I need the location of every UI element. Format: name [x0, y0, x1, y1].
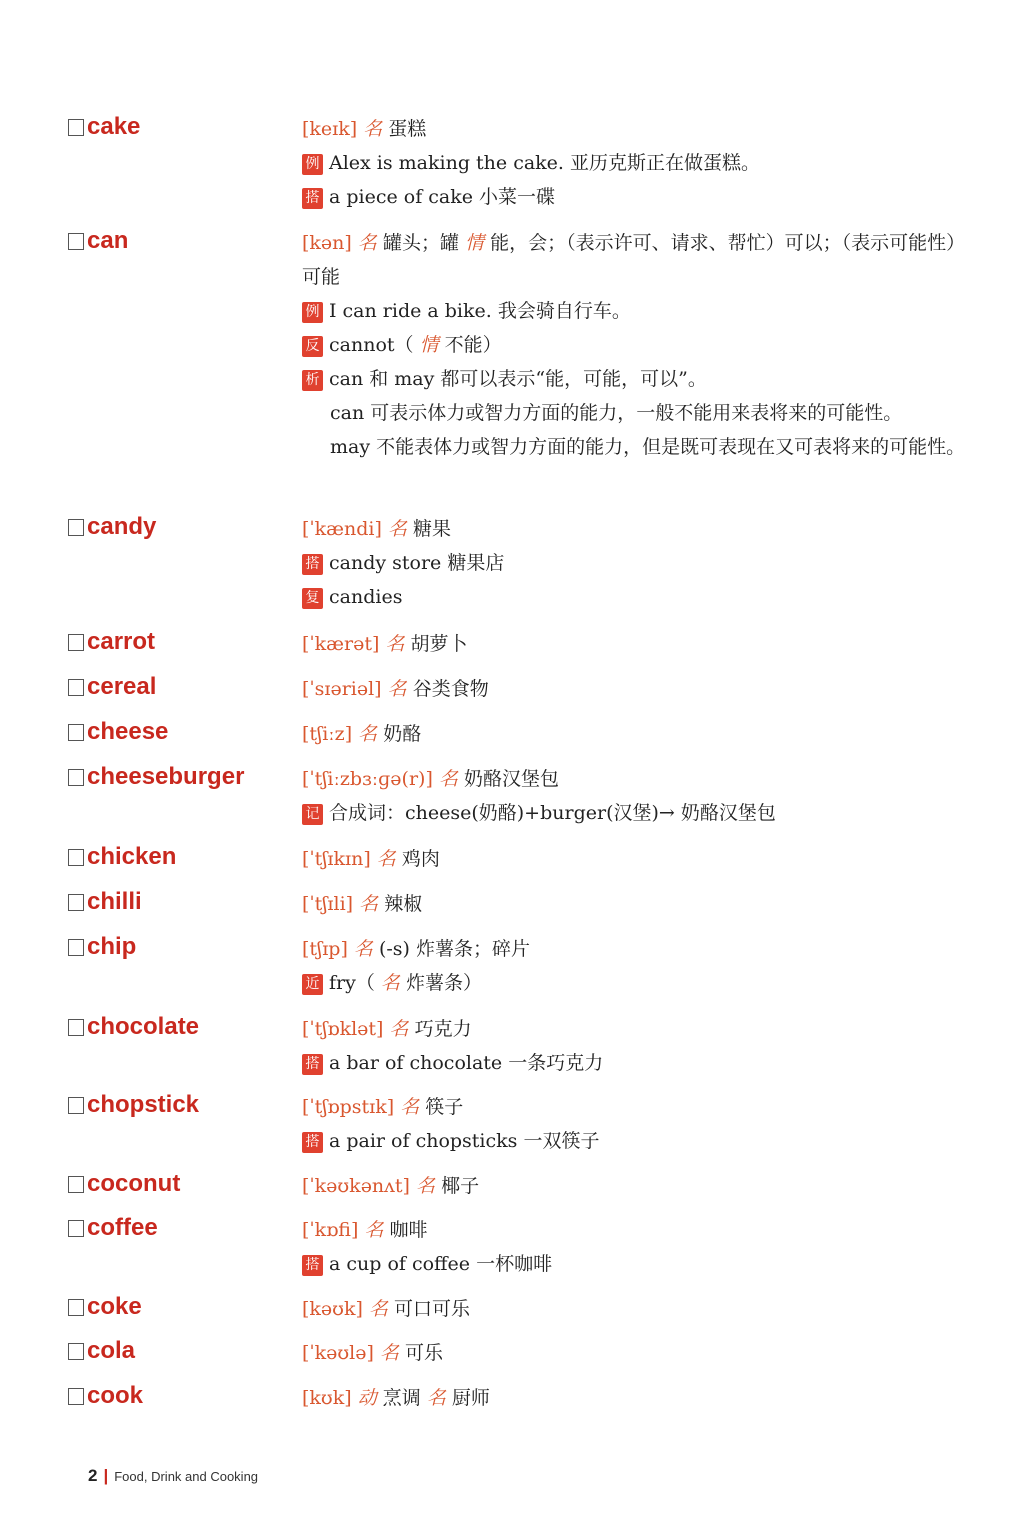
checkbox-icon[interactable] — [68, 1299, 84, 1316]
definitions — [302, 1336, 982, 1370]
headword — [68, 842, 176, 872]
usage-line — [302, 1046, 982, 1080]
usage-line — [302, 180, 982, 214]
checkbox-icon[interactable] — [68, 1097, 84, 1114]
headword-text: can — [87, 227, 129, 254]
headword — [68, 932, 136, 962]
line-text: 厨师 — [451, 1387, 490, 1409]
headword-text: chopstick — [87, 1091, 200, 1118]
line-text: 罐头；罐 — [382, 232, 459, 254]
phonetic: [ˈtʃɪli] — [302, 893, 354, 915]
part-of-speech: 名 — [389, 1018, 409, 1040]
definitions — [302, 627, 982, 661]
line-text: 巧克力 — [414, 1018, 472, 1040]
tag-badge-icon: 搭 — [302, 1255, 323, 1276]
part-of-speech: 名 — [385, 633, 405, 655]
phonetic: [ˈtʃɒklət] — [302, 1018, 384, 1040]
phonetic: [ˈkəʊkənʌt] — [302, 1175, 410, 1197]
definition-line — [302, 1336, 982, 1370]
headword-text: chip — [87, 933, 137, 960]
part-of-speech: 名 — [364, 1219, 384, 1241]
usage-line — [302, 1124, 982, 1158]
definitions — [302, 1169, 982, 1203]
headword — [68, 627, 155, 657]
line-text: fry（ — [329, 972, 375, 994]
definitions — [302, 842, 982, 876]
checkbox-icon[interactable] — [68, 769, 84, 786]
checkbox-icon[interactable] — [68, 724, 84, 741]
definitions — [302, 226, 982, 464]
usage-line — [302, 580, 982, 614]
line-text: 筷子 — [425, 1096, 464, 1118]
line-text: can 可表示体力或智力方面的能力，一般不能用来表将来的可能性。 — [330, 402, 903, 424]
definition-line — [302, 512, 982, 546]
usage-line — [302, 294, 982, 328]
part-of-speech: 名 — [357, 232, 377, 254]
headword — [68, 1012, 199, 1042]
line-text: 椰子 — [441, 1175, 480, 1197]
headword-text: cake — [87, 113, 141, 140]
phonetic: [kəʊk] — [302, 1298, 363, 1320]
headword — [68, 887, 142, 917]
phonetic: [ˈkəʊlə] — [302, 1342, 374, 1364]
definitions — [302, 672, 982, 706]
headword — [68, 1169, 180, 1199]
headword — [68, 112, 140, 142]
tag-badge-icon: 析 — [302, 370, 323, 391]
line-text: 蛋糕 — [388, 118, 427, 140]
line-text: a cup of coffee 一杯咖啡 — [329, 1253, 553, 1275]
headword — [68, 1292, 142, 1322]
definition-line — [302, 1169, 982, 1203]
definition-line — [302, 1012, 982, 1046]
checkbox-icon[interactable] — [68, 939, 84, 956]
definition-line — [302, 717, 982, 751]
line-text: 可乐 — [405, 1342, 444, 1364]
part-of-speech: 名 — [416, 1175, 436, 1197]
line-text: candies — [329, 586, 403, 608]
line-text: 烹调 — [382, 1387, 421, 1409]
part-of-speech: 名 — [359, 893, 379, 915]
definitions — [302, 1381, 982, 1415]
definition-line — [302, 887, 982, 921]
line-text: 鸡肉 — [401, 848, 440, 870]
headword — [68, 717, 168, 747]
phonetic: [ˈtʃiːzbɜːɡə(r)] — [302, 768, 433, 790]
headword — [68, 1090, 199, 1120]
note-line — [302, 396, 982, 430]
usage-line — [302, 146, 982, 180]
headword — [68, 1336, 135, 1366]
line-text: a bar of chocolate 一条巧克力 — [329, 1052, 604, 1074]
definition-line — [302, 1292, 982, 1326]
definitions — [302, 762, 982, 830]
part-of-speech: 名 — [368, 1298, 388, 1320]
definition-line — [302, 1213, 982, 1247]
line-text: 辣椒 — [384, 893, 423, 915]
headword-text: chilli — [87, 888, 142, 915]
headword-text: cereal — [87, 673, 157, 700]
phonetic: [ˈkændi] — [302, 518, 382, 540]
phonetic: [ˈtʃɪkɪn] — [302, 848, 371, 870]
part-of-speech: 名 — [376, 848, 396, 870]
definition-line — [302, 932, 982, 966]
headword — [68, 512, 156, 542]
headword — [68, 1381, 143, 1411]
headword-text: cook — [87, 1382, 144, 1409]
headword — [68, 672, 156, 702]
usage-line — [302, 966, 982, 1000]
line-text: a pair of chopsticks 一双筷子 — [329, 1130, 600, 1152]
definition-line — [302, 112, 982, 146]
tag-badge-icon: 搭 — [302, 554, 323, 575]
checkbox-icon[interactable] — [68, 233, 84, 250]
phonetic: [tʃiːz] — [302, 723, 353, 745]
headword-text: candy — [87, 513, 157, 540]
part-of-speech: 名 — [358, 723, 378, 745]
part-of-speech: 名 — [380, 972, 400, 994]
usage-line — [302, 796, 982, 830]
part-of-speech: 名 — [387, 678, 407, 700]
definitions — [302, 112, 982, 214]
phonetic: [kən] — [302, 232, 352, 254]
checkbox-icon[interactable] — [68, 519, 84, 536]
headword-text: cheese — [87, 718, 169, 745]
definition-line — [302, 672, 982, 706]
usage-line — [302, 362, 982, 396]
usage-line — [302, 1247, 982, 1281]
headword-text: coconut — [87, 1170, 181, 1197]
tag-badge-icon: 例 — [302, 302, 323, 323]
tag-badge-icon: 搭 — [302, 1132, 323, 1153]
tag-badge-icon: 搭 — [302, 1054, 323, 1075]
definitions — [302, 887, 982, 921]
section-title: Food, Drink and Cooking — [114, 1469, 259, 1484]
phonetic: [ˈtʃɒpstɪk] — [302, 1096, 395, 1118]
tag-badge-icon: 复 — [302, 588, 323, 609]
definition-line — [302, 842, 982, 876]
tag-badge-icon: 例 — [302, 154, 323, 175]
checkbox-icon[interactable] — [68, 1019, 84, 1036]
definitions — [302, 932, 982, 1000]
definition-line — [302, 1090, 982, 1124]
headword — [68, 226, 128, 256]
checkbox-icon[interactable] — [68, 894, 84, 911]
part-of-speech: 动 — [357, 1387, 377, 1409]
page-number: 2 — [88, 1466, 98, 1485]
checkbox-icon[interactable] — [68, 634, 84, 651]
phonetic: [kʊk] — [302, 1387, 352, 1409]
headword-text: coke — [87, 1293, 142, 1320]
line-text: 能，会；（表示许可、请求、帮忙）可以；（表示可能性）可能 — [302, 232, 966, 288]
line-text: 奶酪汉堡包 — [464, 768, 560, 790]
line-text: 不能） — [444, 334, 502, 356]
part-of-speech: 情 — [419, 334, 439, 356]
footer-divider: | — [103, 1466, 109, 1485]
phonetic: [ˈkærət] — [302, 633, 380, 655]
definitions — [302, 512, 982, 614]
line-text: candy store 糖果店 — [329, 552, 505, 574]
part-of-speech: 名 — [426, 1387, 446, 1409]
line-text: can 和 may 都可以表示“能，可能，可以”。 — [329, 368, 707, 390]
tag-badge-icon: 近 — [302, 974, 323, 995]
line-text: (-s) 炸薯条；碎片 — [378, 938, 531, 960]
definition-line — [302, 1381, 982, 1415]
headword-text: cola — [87, 1337, 136, 1364]
headword — [68, 1213, 158, 1243]
checkbox-icon[interactable] — [68, 1220, 84, 1237]
checkbox-icon[interactable] — [68, 119, 84, 136]
definitions — [302, 1213, 982, 1281]
definitions — [302, 717, 982, 751]
tag-badge-icon: 搭 — [302, 188, 323, 209]
page-footer — [88, 1466, 258, 1486]
headword-text: coffee — [87, 1214, 158, 1241]
phonetic: [ˈkɒfi] — [302, 1219, 359, 1241]
checkbox-icon[interactable] — [68, 1343, 84, 1360]
phonetic: [tʃɪp] — [302, 938, 348, 960]
tag-badge-icon: 反 — [302, 336, 323, 357]
part-of-speech: 名 — [353, 938, 373, 960]
line-text: 合成词：cheese(奶酪)+burger(汉堡)→ 奶酪汉堡包 — [329, 802, 776, 824]
line-text: a piece of cake 小菜一碟 — [329, 186, 556, 208]
part-of-speech: 情 — [465, 232, 485, 254]
line-text: 谷类食物 — [412, 678, 489, 700]
line-text: 糖果 — [413, 518, 452, 540]
checkbox-icon[interactable] — [68, 679, 84, 696]
usage-line — [302, 546, 982, 580]
usage-line — [302, 328, 982, 362]
part-of-speech: 名 — [400, 1096, 420, 1118]
line-text: 炸薯条） — [405, 972, 482, 994]
line-text: Alex is making the cake. 亚历克斯正在做蛋糕。 — [329, 152, 760, 174]
part-of-speech: 名 — [438, 768, 458, 790]
checkbox-icon[interactable] — [68, 1176, 84, 1193]
definitions — [302, 1090, 982, 1158]
note-line — [302, 430, 982, 464]
headword-text: carrot — [87, 628, 156, 655]
definition-line — [302, 627, 982, 661]
line-text: may 不能表体力或智力方面的能力，但是既可表现在又可表将来的可能性。 — [330, 436, 966, 458]
definitions — [302, 1012, 982, 1080]
definition-line — [302, 226, 982, 294]
line-text: 胡萝卜 — [410, 633, 468, 655]
headword — [68, 762, 244, 792]
line-text: cannot（ — [329, 334, 414, 356]
headword-text: cheeseburger — [87, 763, 245, 790]
definitions — [302, 1292, 982, 1326]
headword-text: chocolate — [87, 1013, 200, 1040]
headword-text: chicken — [87, 843, 177, 870]
line-text: I can ride a bike. 我会骑自行车。 — [329, 300, 631, 322]
phonetic: [ˈsɪəriəl] — [302, 678, 382, 700]
definition-line — [302, 762, 982, 796]
checkbox-icon[interactable] — [68, 1388, 84, 1405]
line-text: 可口可乐 — [394, 1298, 471, 1320]
line-text: 咖啡 — [389, 1219, 428, 1241]
checkbox-icon[interactable] — [68, 849, 84, 866]
part-of-speech: 名 — [363, 118, 383, 140]
part-of-speech: 名 — [387, 518, 407, 540]
line-text: 奶酪 — [383, 723, 422, 745]
part-of-speech: 名 — [379, 1342, 399, 1364]
tag-badge-icon: 记 — [302, 804, 323, 825]
phonetic: [keɪk] — [302, 118, 358, 140]
